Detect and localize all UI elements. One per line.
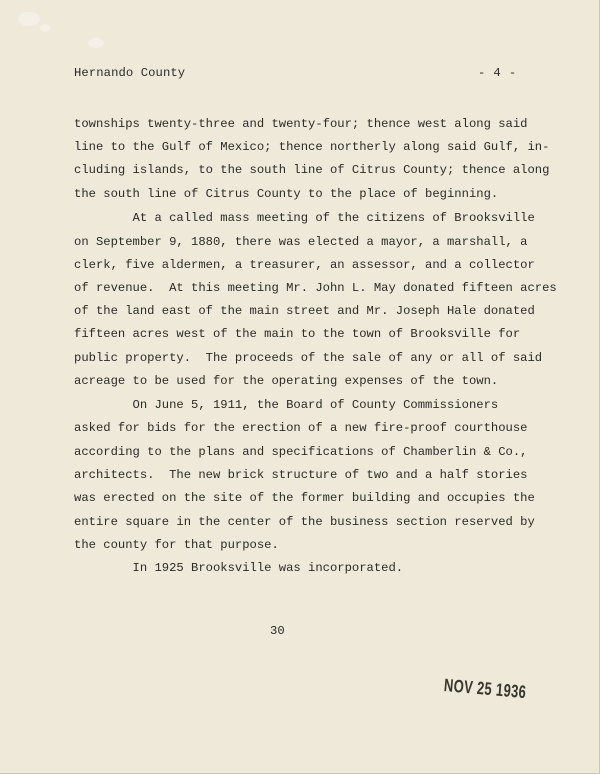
paper-stain (18, 12, 40, 26)
date-stamp: NOV 25 1936 (443, 675, 528, 703)
text-line: public property. The proceeds of the sale of any or all of said (74, 351, 543, 365)
paper-stain (40, 24, 50, 32)
text-line: entire square in the center of the business section reserved by (74, 515, 535, 529)
text-line: the south line of Citrus County to the place of beginning. (74, 187, 499, 201)
text-line: cluding islands, to the south line of Citrus County; thence along (74, 163, 550, 177)
page-number: 30 (270, 624, 285, 638)
text-line: of the land east of the main street and Mr. Joseph Hale donated (74, 304, 535, 318)
text-line: acreage to be used for the operating expenses of the town. (74, 374, 499, 388)
text-line: on September 9, 1880, there was elected a mayor, a marshall, a (74, 235, 528, 249)
text-line: asked for bids for the erection of a new fire-proof courthouse (74, 421, 528, 435)
paper-stain (88, 38, 104, 48)
text-line: of revenue. At this meeting Mr. John L. May donated fifteen acres (74, 281, 557, 295)
text-line: was erected on the site of the former building and occupies the (74, 491, 535, 505)
text-line: according to the plans and specifications of Chamberlin & Co., (74, 445, 528, 459)
header-county: Hernando County (74, 66, 186, 80)
text-line: line to the Gulf of Mexico; thence northerly along said Gulf, in- (74, 140, 550, 154)
text-line: architects. The new brick structure of two and a half stories (74, 468, 528, 482)
text-line: fifteen acres west of the main to the town of Brooksville for (74, 327, 521, 341)
text-line: On June 5, 1911, the Board of County Commissioners (74, 398, 499, 412)
text-line: the county for that purpose. (74, 538, 279, 552)
text-line: clerk, five aldermen, a treasurer, an assessor, and a collector (74, 258, 535, 272)
text-line: At a called mass meeting of the citizens of Brooksville (74, 211, 535, 225)
text-line: In 1925 Brooksville was incorporated. (74, 561, 404, 575)
text-line: townships twenty-three and twenty-four; thence west along said (74, 117, 528, 131)
header-page-marker: - 4 - (478, 66, 517, 80)
